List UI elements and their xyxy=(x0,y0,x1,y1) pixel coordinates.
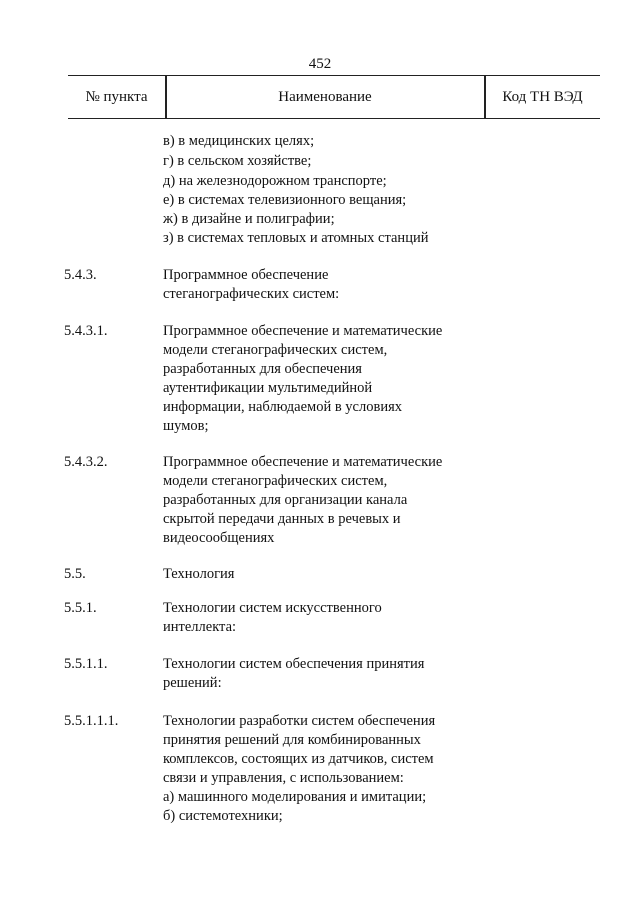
item-text: разработанных для обеспечения xyxy=(163,361,362,377)
item-text: комплексов, состоящих из датчиков, систем xyxy=(163,751,434,767)
list-item: в) в медицинских целях; xyxy=(163,133,315,149)
item-text: стеганографических систем: xyxy=(163,286,340,302)
item-text: принятия решений для комбинированных xyxy=(163,732,421,748)
table-header xyxy=(68,75,600,119)
item-text: видеосообщениях xyxy=(163,530,275,546)
item-number: 5.4.3.1. xyxy=(64,323,108,339)
item-text: связи и управления, с использованием: xyxy=(163,770,404,786)
item-text: Программное обеспечение xyxy=(163,267,329,283)
item-number: 5.5.1.1. xyxy=(64,656,108,672)
item-text: Технологии систем искусственного xyxy=(163,600,382,616)
item-number: 5.5.1.1.1. xyxy=(64,713,119,729)
item-text: решений: xyxy=(163,675,222,691)
item-text: шумов; xyxy=(163,418,209,434)
item-text: информации, наблюдаемой в условиях xyxy=(163,399,403,415)
item-text: Технология xyxy=(163,566,235,582)
item-text: разработанных для организации канала xyxy=(163,492,408,508)
list-item: г) в сельском хозяйстве; xyxy=(163,153,312,169)
header-name: Наименование xyxy=(278,89,372,105)
header-item-number: № пункта xyxy=(85,89,148,105)
item-number: 5.4.3.2. xyxy=(64,454,108,470)
header-code: Код ТН ВЭД xyxy=(502,89,583,105)
item-text: б) системотехники; xyxy=(163,808,283,824)
item-number: 5.5.1. xyxy=(64,600,97,616)
item-text: интеллекта: xyxy=(163,619,237,635)
item-text: Технологии систем обеспечения принятия xyxy=(163,656,425,672)
list-item: з) в системах тепловых и атомных станций xyxy=(163,230,429,246)
page-number: 452 xyxy=(308,56,332,72)
item-text: модели стеганографических систем, xyxy=(163,473,388,489)
item-text: аутентификации мультимедийной xyxy=(163,380,373,396)
list-item: е) в системах телевизионного вещания; xyxy=(163,192,407,208)
item-text: а) машинного моделирования и имитации; xyxy=(163,789,427,805)
item-text: Программное обеспечение и математические xyxy=(163,323,443,339)
item-number: 5.4.3. xyxy=(64,267,97,283)
item-text: скрытой передачи данных в речевых и xyxy=(163,511,401,527)
list-item: ж) в дизайне и полиграфии; xyxy=(163,211,335,227)
item-number: 5.5. xyxy=(64,566,86,582)
item-text: Программное обеспечение и математические xyxy=(163,454,443,470)
item-text: модели стеганографических систем, xyxy=(163,342,388,358)
item-text: Технологии разработки систем обеспечения xyxy=(163,713,436,729)
list-item: д) на железнодорожном транспорте; xyxy=(163,173,387,189)
